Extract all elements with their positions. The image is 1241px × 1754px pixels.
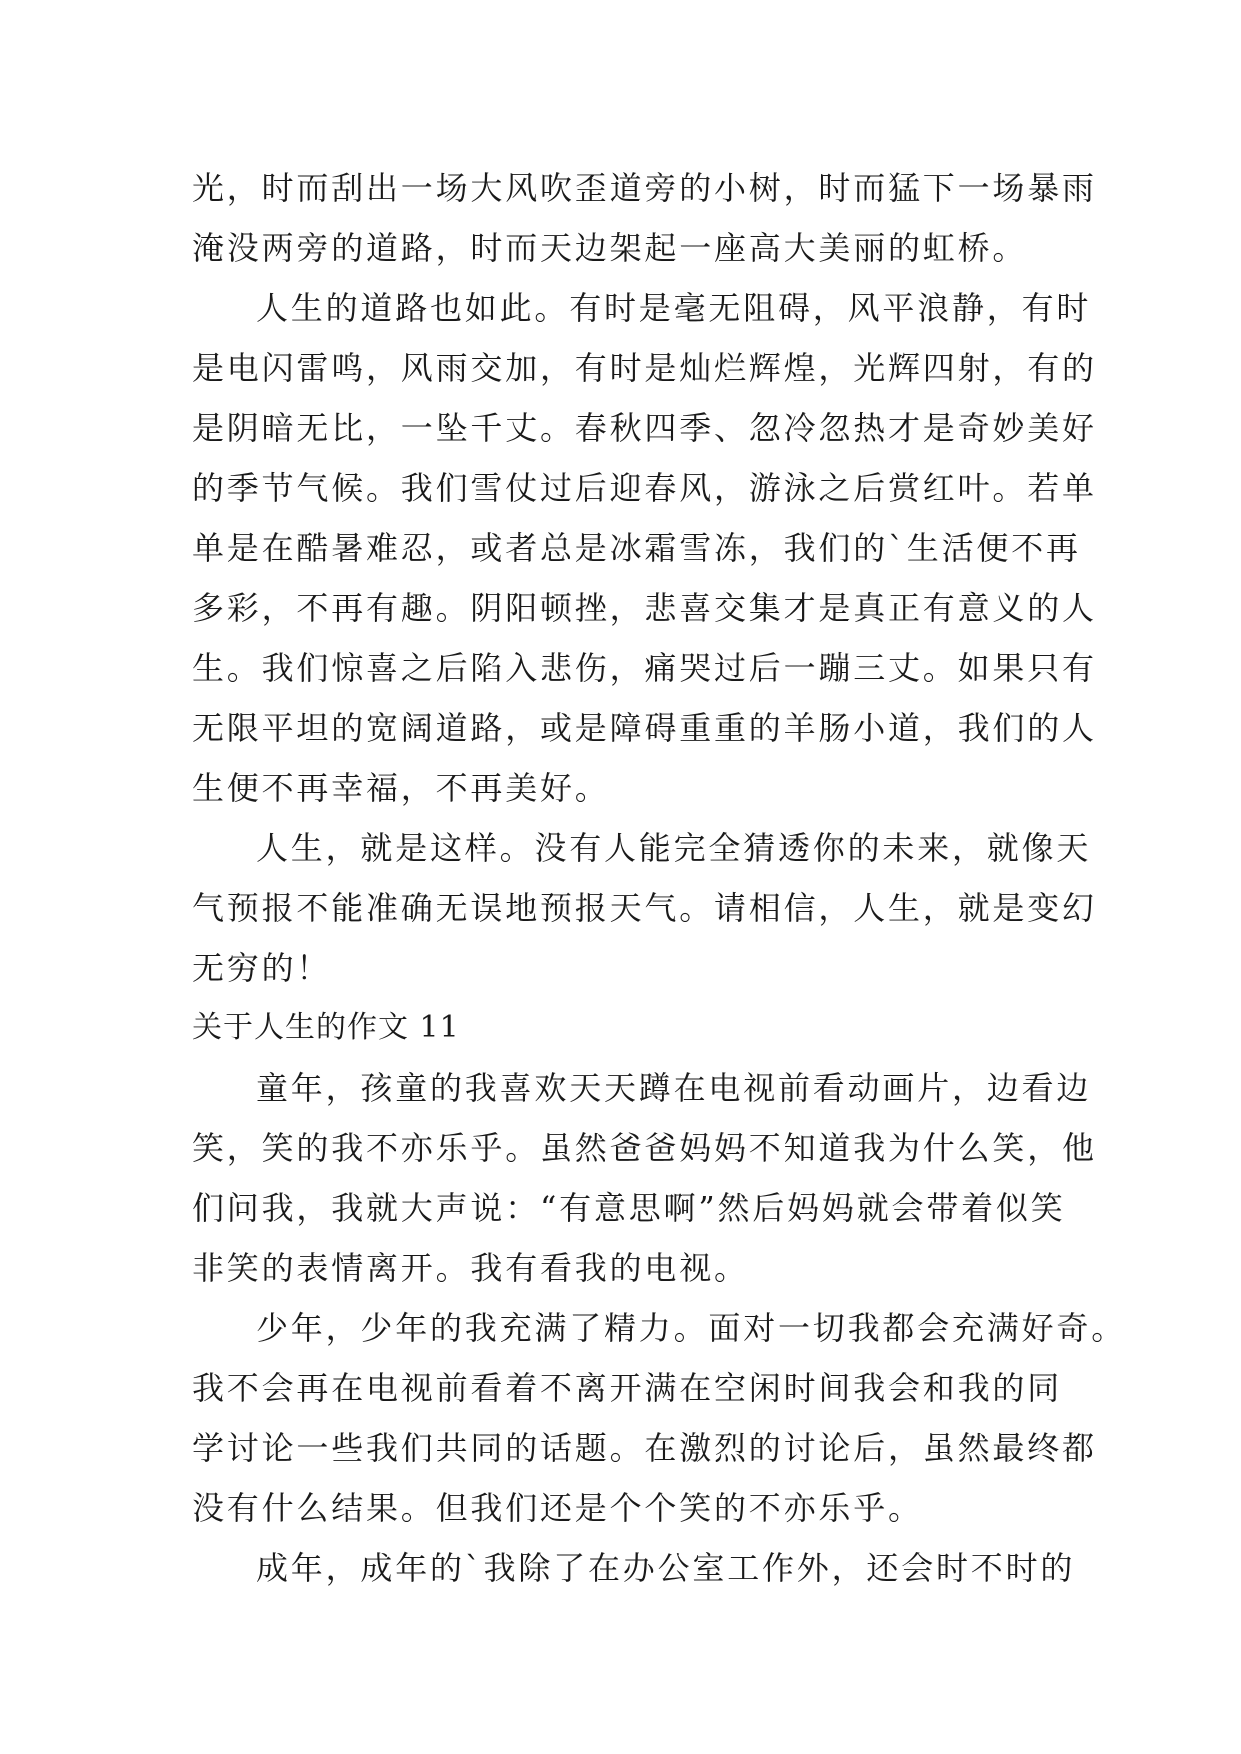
text-line: 无穷的！ <box>192 949 332 987</box>
text-line: 笑，笑的我不亦乐乎。虽然爸爸妈妈不知道我为什么笑，他 <box>192 1129 1097 1167</box>
text-line: 成年，成年的`我除了在办公室工作外，还会时不时的 <box>256 1549 1076 1587</box>
text-line: 气预报不能准确无误地预报天气。请相信，人生，就是变幻 <box>192 889 1097 927</box>
paragraph <box>192 1298 1127 1538</box>
text-line: 多彩，不再有趣。阴阳顿挫，悲喜交集才是真正有意义的人 <box>192 589 1097 627</box>
paragraph <box>192 278 1097 818</box>
text-line: 们问我，我就大声说：“有意思啊”然后妈妈就会带着似笑 <box>192 1189 1066 1227</box>
text-line: 生。我们惊喜之后陷入悲伤，痛哭过后一蹦三丈。如果只有 <box>192 649 1097 687</box>
text-line: 生便不再幸福，不再美好。 <box>192 769 610 807</box>
document-page <box>192 158 1127 1598</box>
text-line: 是电闪雷鸣，风雨交加，有时是灿烂辉煌，光辉四射，有的 <box>192 349 1097 387</box>
text-line: 无限平坦的宽阔道路，或是障碍重重的羊肠小道，我们的人 <box>192 709 1097 747</box>
paragraph <box>192 1058 1097 1298</box>
text-line: 单是在酷暑难忍，或者总是冰霜雪冻，我们的`生活便不再 <box>192 529 1081 567</box>
text-line: 童年，孩童的我喜欢天天蹲在电视前看动画片，边看边 <box>256 1069 1092 1107</box>
text-line: 的季节气候。我们雪仗过后迎春风，游泳之后赏红叶。若单 <box>192 469 1097 507</box>
text-line: 少年，少年的我充满了精力。面对一切我都会充满好奇。 <box>256 1309 1127 1347</box>
text-line: 人生的道路也如此。有时是毫无阻碍，风平浪静，有时 <box>256 289 1092 327</box>
text-line: 学讨论一些我们共同的话题。在激烈的讨论后，虽然最终都 <box>192 1429 1097 1467</box>
text-line: 淹没两旁的道路，时而天边架起一座高大美丽的虹桥。 <box>192 229 1028 267</box>
paragraph <box>192 1538 1076 1598</box>
text-line: 是阴暗无比，一坠千丈。春秋四季、忽冷忽热才是奇妙美好 <box>192 409 1097 447</box>
section-heading: 关于人生的作文 11 <box>192 1010 460 1045</box>
text-line: 没有什么结果。但我们还是个个笑的不亦乐乎。 <box>192 1489 923 1527</box>
text-line: 我不会再在电视前看着不离开满在空闲时间我会和我的同 <box>192 1369 1063 1407</box>
text-line: 非笑的表情离开。我有看我的电视。 <box>192 1249 749 1287</box>
text-line: 人生，就是这样。没有人能完全猜透你的未来，就像天 <box>256 829 1092 867</box>
text-line: 光，时而刮出一场大风吹歪道旁的小树，时而猛下一场暴雨 <box>192 169 1097 207</box>
paragraph <box>192 158 1097 278</box>
paragraph <box>192 818 1097 998</box>
